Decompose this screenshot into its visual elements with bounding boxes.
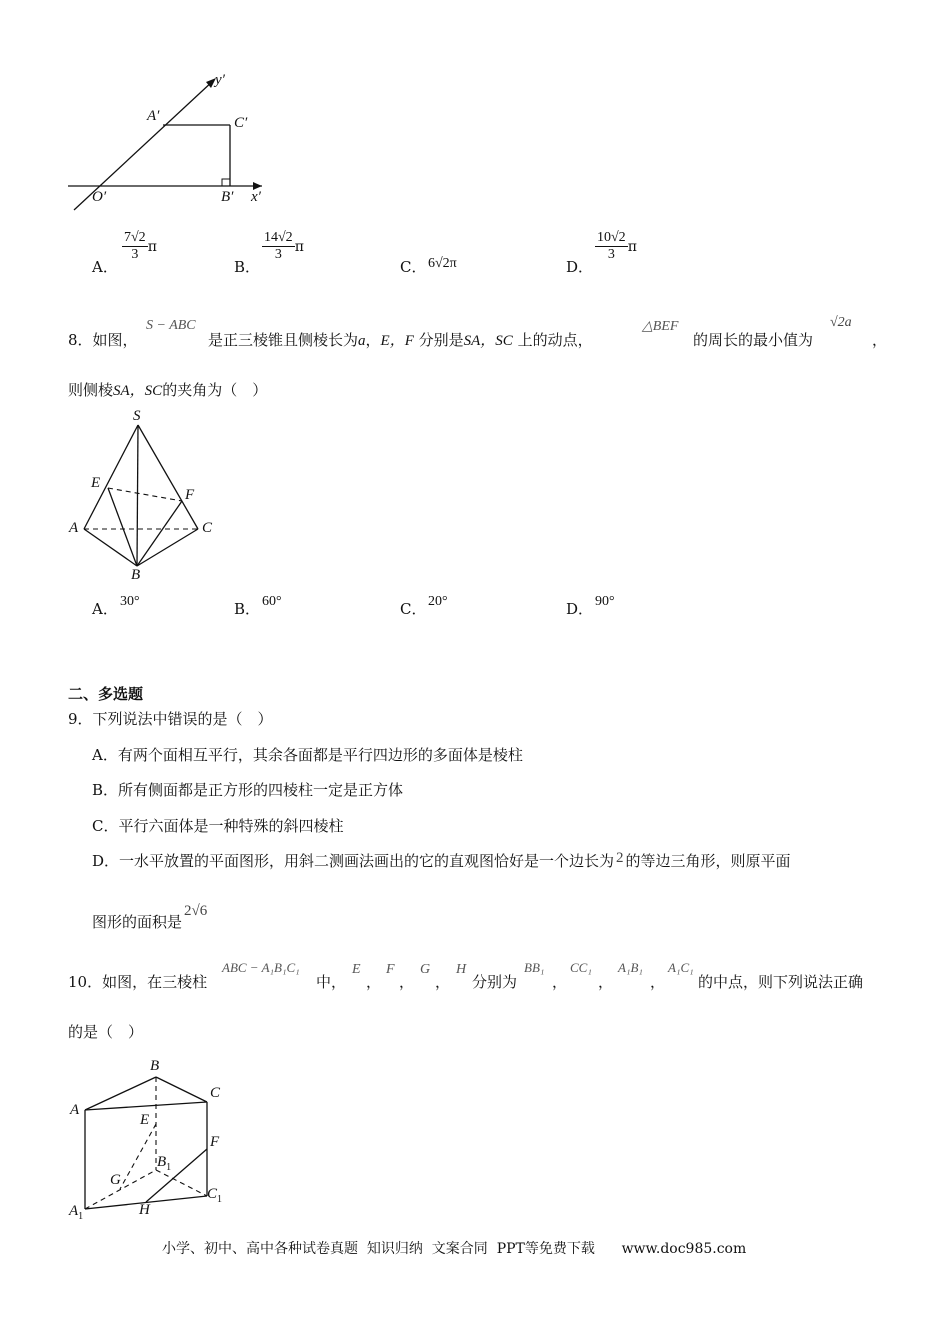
q8-SA-SC: SA，SC <box>463 333 513 349</box>
q10-text2: 分别为 <box>472 973 518 991</box>
q8-text4: 上的动点， <box>512 331 593 349</box>
label-y-prime: y′ <box>215 72 225 88</box>
q10-sep-4: ， <box>552 973 568 991</box>
label-O-prime: O′ <box>92 189 107 205</box>
label-F: F <box>210 1134 220 1150</box>
label-x-prime: x′ <box>251 189 261 205</box>
label-B1-main: B <box>157 1154 167 1170</box>
label-C1-main: C <box>207 1186 218 1202</box>
label-C: C <box>202 520 213 536</box>
label-A1-main: A <box>69 1203 79 1219</box>
q10-G: G <box>420 962 431 977</box>
label-B-prime: B′ <box>221 189 234 205</box>
label-C-prime: C′ <box>234 115 248 131</box>
q9-D-text1: D．一水平放置的平面图形，用斜二测画法画出的它的直观图恰好是一个边长为 <box>92 852 615 870</box>
label-C1 <box>207 1186 222 1205</box>
q7-option-C-letter[interactable]: C． <box>400 258 427 276</box>
q7-option-D-letter[interactable]: D． <box>566 258 594 276</box>
q8-text6: ， <box>872 331 888 349</box>
q10-sep-2: ， <box>399 973 415 991</box>
q8-text5: 的周长的最小值为 <box>693 331 814 349</box>
edge-AC <box>85 1102 207 1110</box>
q10-sep-5: ， <box>598 973 614 991</box>
q7-B-den: 3 <box>274 247 282 262</box>
q7-B-suffix: π <box>294 239 304 255</box>
q9-D-value: 2√6 <box>184 903 208 919</box>
q8-expr-BEF: △BEF <box>642 319 679 334</box>
q10-text3: 的中点，则下列说法正确 <box>698 973 864 991</box>
q8-line2b: SA，SC <box>113 383 163 399</box>
label-B: B <box>150 1058 160 1074</box>
q7-option-C-value: 6√2π <box>428 256 457 271</box>
label-H: H <box>139 1202 150 1218</box>
q7-A-num: 7√2 <box>124 230 146 245</box>
q8-option-B-letter[interactable]: B． <box>234 600 261 618</box>
q10-H: H <box>456 962 467 977</box>
label-B1-sub: 1 <box>166 1162 172 1173</box>
q7-A-suffix: π <box>147 239 157 255</box>
q8-EF: E，F <box>380 333 414 349</box>
q9-D-num: 2 <box>616 850 624 866</box>
q7-D-suffix: π <box>627 239 637 255</box>
page-footer: 小学、初中、高中各种试卷真题 知识归纳 文案合同 PPT等免费下载 www.doc985.com <box>162 1241 747 1257</box>
q8-expr-root2a: √2a <box>830 315 852 330</box>
label-F: F <box>185 487 195 503</box>
q8-option-D-value: 90° <box>595 594 615 609</box>
edge-BC <box>156 1077 207 1102</box>
q10-s1: BB₁ <box>524 960 545 975</box>
q10-E: E <box>352 962 361 977</box>
q9-option-C[interactable]: C．平行六面体是一种特殊的斜四棱柱 <box>92 817 344 835</box>
q8-option-A-letter[interactable]: A． <box>92 600 118 618</box>
q8-text3: 分别是 <box>413 331 464 349</box>
q10-number: 10．如图，在三棱柱 <box>68 973 208 991</box>
q10-s2: CC₁ <box>570 960 592 975</box>
q8-text2: ， <box>365 331 381 349</box>
q7-option-B-letter[interactable]: B． <box>234 258 261 276</box>
q7-B-num: 14√2 <box>264 230 293 245</box>
q9-option-B[interactable]: B．所有侧面都是正方形的四棱柱一定是正方体 <box>92 781 404 799</box>
edge-EG-dashed <box>120 1124 156 1189</box>
label-G: G <box>110 1172 121 1188</box>
q8-expr-SABC: S − ABC <box>146 318 196 333</box>
q10-sep-6: ， <box>650 973 666 991</box>
q8-option-D-letter[interactable]: D． <box>566 600 594 618</box>
label-B1 <box>157 1154 171 1173</box>
label-C: C <box>210 1085 221 1101</box>
q10-line-2: 的是（ ） <box>68 1023 144 1041</box>
q8-text1: 是正三棱锥且侧棱长为 <box>208 331 359 349</box>
q10-text1: 中， <box>316 973 347 991</box>
label-B: B <box>131 567 141 583</box>
q8-option-A-value: 30° <box>120 594 140 609</box>
q10-expr-prism: ABC − A₁B₁C₁ <box>222 960 300 975</box>
label-C1-sub: 1 <box>217 1194 223 1205</box>
label-S: S <box>133 408 141 424</box>
section-heading: 二、多选题 <box>68 685 144 703</box>
q8-line2c: 的夹角为（ ） <box>162 381 268 399</box>
label-E: E <box>91 475 101 491</box>
q7-A-den: 3 <box>131 247 139 262</box>
q10-sep-3: ， <box>435 973 451 991</box>
label-A1 <box>69 1203 83 1222</box>
q7-D-num: 10√2 <box>597 230 626 245</box>
q9-option-A[interactable]: A．有两个面相互平行，其余各面都是平行四边形的多面体是棱柱 <box>92 746 523 764</box>
label-A-prime: A′ <box>147 108 160 124</box>
q10-s4: A₁C₁ <box>668 960 694 975</box>
label-E: E <box>140 1112 150 1128</box>
q9-D-text2: 的等边三角形，则原平面 <box>625 852 791 870</box>
q8-option-C-value: 20° <box>428 594 448 609</box>
edge-AB <box>85 1077 156 1110</box>
q7-option-A-letter[interactable]: A． <box>92 258 118 276</box>
edge-B1C1-dashed <box>156 1170 207 1196</box>
q10-sep-1: ， <box>366 973 382 991</box>
q10-s3: A₁B₁ <box>618 960 643 975</box>
q8-option-B-value: 60° <box>262 594 282 609</box>
q9-stem: 9．下列说法中错误的是（ ） <box>68 710 273 728</box>
q8-option-C-letter[interactable]: C． <box>400 600 427 618</box>
label-A: A <box>69 520 79 536</box>
label-A: A <box>70 1102 80 1118</box>
q9-D-text3: 图形的面积是 <box>92 913 183 931</box>
q7-D-den: 3 <box>607 247 615 262</box>
q10-F: F <box>386 962 395 977</box>
q8-number: 8．如图， <box>68 331 138 349</box>
edge-FH <box>146 1149 207 1202</box>
q8-a: a <box>358 333 366 349</box>
label-A1-sub: 1 <box>78 1211 84 1222</box>
q8-line2a: 则侧棱 <box>68 381 114 399</box>
